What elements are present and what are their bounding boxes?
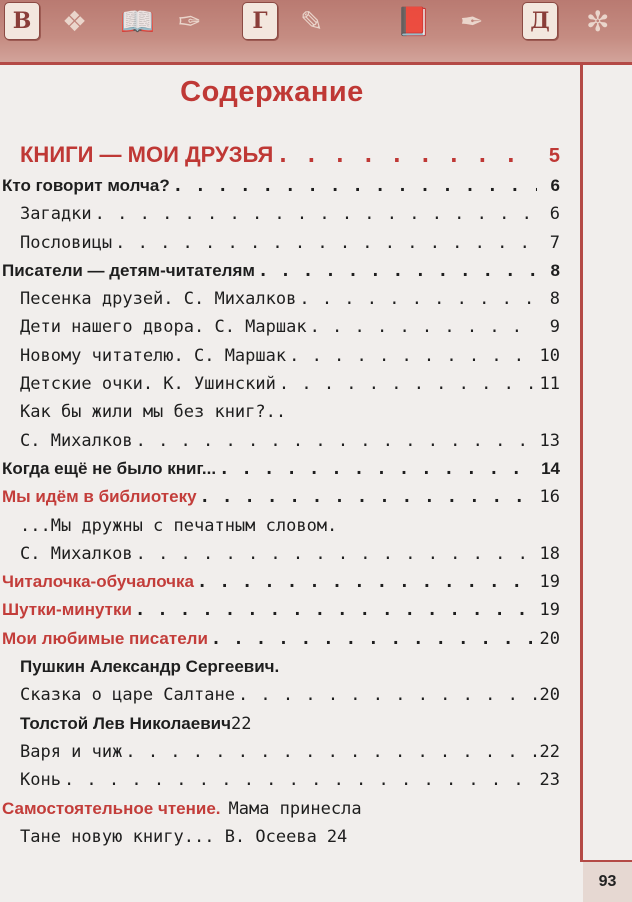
toc-entry-page: 6 <box>550 176 560 195</box>
dot-leader <box>95 204 537 224</box>
header-band <box>0 0 632 65</box>
toc-entry-label: С. Михалков <box>20 543 133 564</box>
dot-leader <box>173 176 537 196</box>
toc-entry-label: Пословицы <box>20 232 113 253</box>
toc-entry-page: 9 <box>549 317 560 338</box>
toc-entry-page: 10 <box>539 345 560 366</box>
toc-entry-label: Толстой Лев Николаевич <box>20 713 231 733</box>
chapter-page: 5 <box>548 145 560 167</box>
toc-entry-label: С. Михалков <box>20 430 133 451</box>
dot-leader <box>219 459 537 479</box>
toc-entry[interactable] <box>0 685 560 713</box>
toc-entry-page: 14 <box>541 458 560 478</box>
toc-entry-page: 20 <box>539 685 560 706</box>
toc-entry-label: Новому читателю. С. Маршак <box>20 345 287 366</box>
toc-entry-page: 22 <box>230 713 252 734</box>
toc-entry-label: Варя и чиж <box>20 741 123 762</box>
toc-entry-label: Как бы жили мы без книг?.. <box>20 402 287 423</box>
toc-entry-page: 18 <box>539 543 560 564</box>
ornament-icon: ✼ <box>586 5 610 38</box>
letter-tile-g: Г <box>242 2 278 40</box>
toc-entry-page: 6 <box>549 204 560 225</box>
toc-entry-label: Песенка друзей. С. Михалков <box>20 289 297 310</box>
page-number: 93 <box>583 860 632 902</box>
toc-entry-page: 19 <box>539 572 560 593</box>
dot-leader <box>115 233 537 253</box>
toc-entry-page: 16 <box>539 487 560 508</box>
dot-leader <box>136 544 537 564</box>
toc-entry[interactable] <box>0 487 560 515</box>
toc-author-heading[interactable] <box>0 714 560 742</box>
toc-entry[interactable] <box>0 600 560 628</box>
toc-entry-page: 20 <box>539 628 560 649</box>
toc-entry[interactable] <box>0 204 560 232</box>
toc-entry[interactable] <box>0 431 560 459</box>
toc-entry[interactable] <box>0 374 560 402</box>
toc-entry[interactable] <box>0 742 560 770</box>
toc-entry-page: 24 <box>326 826 348 847</box>
dot-leader <box>289 346 536 366</box>
toc-entry-page: 8 <box>549 289 560 310</box>
toc-entry-page: 22 <box>539 741 560 762</box>
toc-entry[interactable] <box>0 459 560 487</box>
dot-leader <box>197 572 537 592</box>
dot-leader <box>299 289 537 309</box>
dot-leader <box>310 317 537 337</box>
toc-entry[interactable] <box>0 516 560 544</box>
toc-entry-label: Читалочка-обучалочка <box>2 572 195 592</box>
dot-leader <box>238 685 537 705</box>
toc-entry-label-rest: Мама принесла <box>228 798 362 819</box>
toc-entry-label: Мы идём в библиотеку <box>2 487 197 507</box>
scroll-icon: ✑ <box>178 5 202 38</box>
toc-entry[interactable] <box>0 572 560 600</box>
toc-entry[interactable] <box>0 402 560 430</box>
toc-entry[interactable] <box>0 799 560 827</box>
pencil-icon: ✎ <box>300 5 324 38</box>
toc-entry[interactable] <box>0 289 560 317</box>
dot-leader <box>64 770 537 790</box>
table-of-contents <box>0 142 560 855</box>
toc-entry-label: Кто говорит молча? <box>2 176 170 195</box>
toc-entry-label: Когда ещё не было книг... <box>2 458 217 478</box>
dot-leader <box>258 261 537 281</box>
toc-entry-label: Детские очки. К. Ушинский <box>20 374 276 395</box>
toc-entry-page: 7 <box>549 232 560 253</box>
toc-entry-label: Загадки <box>20 204 92 225</box>
chapter-entry[interactable] <box>0 142 560 176</box>
toc-entry-page: 8 <box>550 260 560 280</box>
toc-entry-label: Тане новую книгу... В. Осеева <box>20 826 317 847</box>
toc-entry-page: 11 <box>539 374 560 395</box>
toc-entry-label: Самостоятельное чтение. <box>2 798 221 818</box>
open-book-icon: 📕 <box>396 5 431 38</box>
toc-entry[interactable] <box>0 346 560 374</box>
toc-entry[interactable] <box>0 233 560 261</box>
toc-author-heading[interactable] <box>0 657 560 685</box>
dot-leader <box>136 431 537 451</box>
toc-entry-label: Конь <box>20 770 61 791</box>
toc-entry[interactable] <box>0 317 560 345</box>
dot-leader <box>125 742 536 762</box>
dot-leader <box>279 374 537 394</box>
toc-entry-page: 13 <box>539 430 560 451</box>
letter-tile-d: Д <box>522 2 558 40</box>
dot-leader <box>135 600 537 620</box>
toc-entry[interactable] <box>0 827 560 855</box>
letter-tile-v: В <box>4 2 40 40</box>
toc-entry-label: Дети нашего двора. С. Маршак <box>20 317 307 338</box>
book-icon: 📖 <box>120 5 155 38</box>
toc-entry[interactable] <box>0 770 560 798</box>
seal-icon: ❖ <box>62 5 88 38</box>
toc-entry[interactable] <box>0 176 560 204</box>
dot-leader <box>276 143 537 168</box>
chapter-title: КНИГИ — МОИ ДРУЗЬЯ <box>20 142 274 167</box>
dot-leader <box>200 487 537 507</box>
toc-entry[interactable] <box>0 629 560 657</box>
margin-rule <box>580 62 583 862</box>
toc-entry[interactable] <box>0 544 560 572</box>
page-title: Содержание <box>180 76 364 108</box>
toc-entry-label: Шутки-минутки <box>2 600 132 620</box>
toc-entry[interactable] <box>0 261 560 289</box>
toc-entry-label: Сказка о царе Салтане <box>20 685 235 706</box>
toc-entry-label: Писатели — детям-читателям <box>2 260 255 280</box>
toc-entry-label: Мои любимые писатели <box>2 628 208 648</box>
dot-leader <box>211 629 537 649</box>
toc-entry-page: 19 <box>539 600 560 621</box>
feather-icon: ✒ <box>460 5 484 38</box>
toc-entry-page: 23 <box>539 770 560 791</box>
toc-entry-label: Пушкин Александр Сергеевич. <box>20 657 280 677</box>
toc-entry-label: ...Мы дружны с печатным словом. <box>20 515 338 536</box>
